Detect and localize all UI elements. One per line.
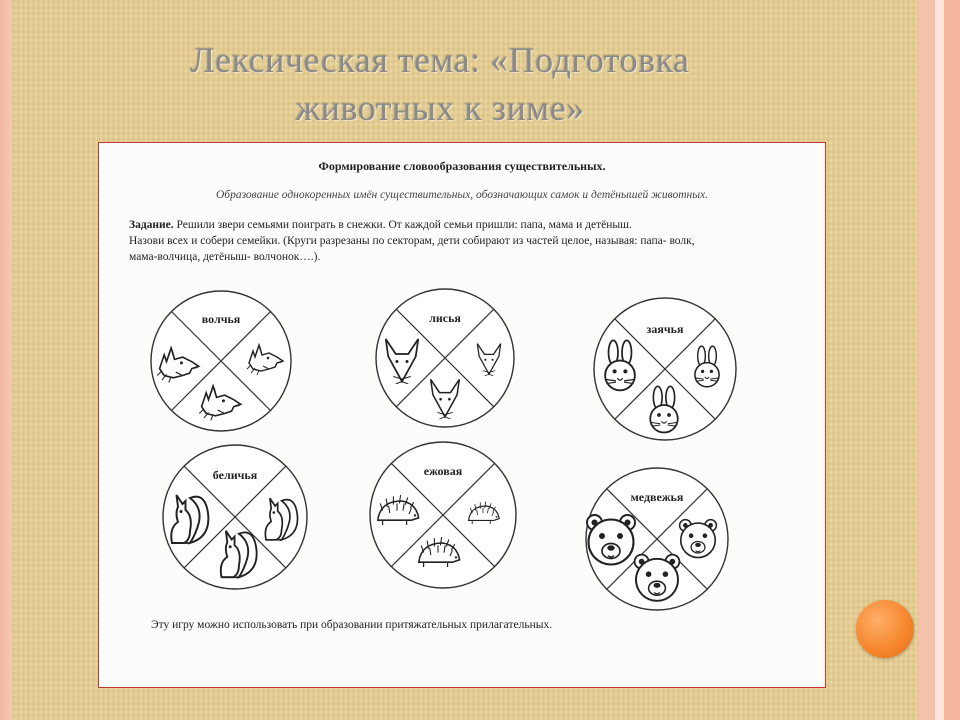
circle-squirrel-label: беличья [212,468,258,482]
circle-hedgehog [370,442,516,588]
circle-bear [586,468,728,610]
task-line-2: Назови всех и собери семейки. (Круги разрезаны по секторам, дети собирают из частей целое, называя: папа- волк, [129,235,695,247]
slide-title-line2: животных к зиме» [295,88,585,128]
left-frame-stripe [0,0,12,720]
bear-icon [587,515,635,565]
circle-hedgehog-label: ежовая [423,464,463,478]
task-line-3: мама-волчица, детёныш- волчонок….). [129,251,321,263]
task-label: Задание. [129,219,174,231]
worksheet-subheading: Образование однокоренных имён существительных, обозначающих самок и детёнышей животных. [216,189,708,201]
slide-title [60,36,820,132]
worksheet-footer-note: Эту игру можно использовать при образовании притяжательных прилагательных. [151,619,553,631]
circle-wolf [151,291,291,431]
circle-squirrel [163,445,307,589]
bear-icon [635,555,680,601]
right-frame-stripe [918,0,960,720]
slide-title-line1: Лексическая тема: «Подготовка [190,40,690,80]
worksheet-image [98,142,826,688]
decorative-orange-circle [856,600,914,658]
worksheet-heading: Формирование словообразования существительных. [318,159,606,173]
bear-icon [680,520,717,558]
circle-bear-label: медвежья [630,490,684,504]
circle-hare-label: заячья [646,322,684,336]
circle-fox-label: лисья [429,311,461,325]
family-circles [99,143,827,689]
circle-hare [594,298,736,440]
circle-fox [376,289,514,427]
circle-wolf-label: волчья [201,312,241,326]
task-line1-text: Решили звери семьями поиграть в снежки. От каждой семьи пришли: папа, мама и детёныш. [176,219,632,231]
